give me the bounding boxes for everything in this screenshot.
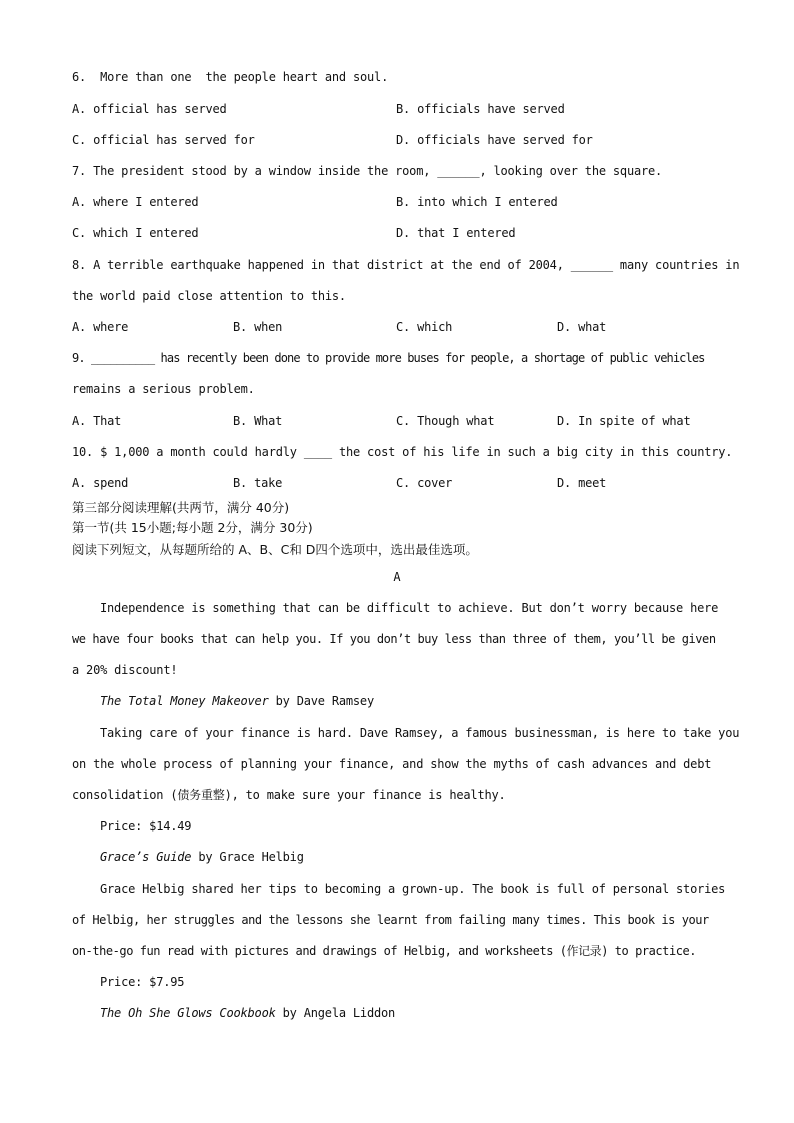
question-9-stem-after: has recently been done to provide more buses for people, a shortage of public vehicles	[154, 351, 705, 365]
question-6-option-d: D. officials have served for	[396, 133, 593, 147]
passage-intro-line-3: a 20% discount!	[72, 663, 178, 677]
book-1-heading	[100, 693, 374, 709]
question-7-stem-after: , looking over the square.	[479, 164, 663, 178]
book-1-desc-line-1: Taking care of your finance is hard. Dave Ramsey, a famous businessman, is here to take you	[100, 726, 740, 740]
question-9-stem-line2: remains a serious problem.	[72, 382, 255, 396]
book-1-title: The Total Money Makeover	[100, 694, 269, 708]
question-10-option-c: C. cover	[396, 476, 453, 490]
book-1-price: Price: $14.49	[100, 819, 192, 833]
question-8-option-d: D. what	[557, 320, 607, 334]
question-7-blank: ______	[437, 164, 480, 178]
question-7-stem-before: 7. The president stood by a window inside the room,	[72, 164, 438, 178]
book-2-desc-line-2: of Helbig, her struggles and the lessons she learnt from failing many times. This book is your	[72, 913, 709, 927]
question-7-option-c: C. which I entered	[72, 226, 199, 240]
question-10-stem-before: 10. $ 1,000 a month could hardly	[72, 445, 304, 459]
question-7-stem	[72, 163, 662, 179]
question-7-option-a: A. where I entered	[72, 195, 199, 209]
book-2-author: by Grace Helbig	[191, 850, 304, 864]
question-9-option-b: B. What	[233, 414, 283, 428]
section-instruction: 阅读下列短文，从每题所给的 A、B、C和 D四个选项中，选出最佳选项。	[72, 542, 478, 557]
question-6-stem: 6. More than one the people heart and soul.	[72, 70, 389, 84]
question-6-option-c: C. official has served for	[72, 133, 255, 147]
question-8-option-b: B. when	[233, 320, 283, 334]
passage-letter: A	[393, 570, 401, 584]
question-9-stem	[72, 350, 704, 366]
question-7-option-d: D. that I entered	[396, 226, 516, 240]
book-3-author: by Angela Liddon	[275, 1006, 396, 1020]
book-2-desc-line-1: Grace Helbig shared her tips to becoming a grown-up. The book is full of personal stories	[100, 882, 726, 896]
question-10-stem	[72, 444, 732, 460]
question-10-blank: ____	[303, 445, 332, 459]
book-3-title: The Oh She Glows Cookbook	[100, 1006, 276, 1020]
book-2-desc-line-3: on-the-go fun read with pictures and drawings of Helbig, and worksheets (作记录) to practice.	[72, 944, 697, 958]
question-9-blank: __________	[90, 351, 155, 365]
question-10-option-a: A. spend	[72, 476, 129, 490]
question-8-stem-before: 8. A terrible earthquake happened in that district at the end of 2004,	[72, 258, 571, 272]
passage-intro-line-1: Independence is something that can be difficult to achieve. But don’t worry because here	[100, 601, 719, 615]
book-3-heading	[100, 1005, 395, 1021]
question-8-blank: ______	[570, 258, 613, 272]
book-2-heading	[100, 849, 304, 865]
question-8-stem	[72, 257, 739, 273]
book-2-price: Price: $7.95	[100, 975, 185, 989]
question-9-option-d: D. In spite of what	[557, 414, 691, 428]
question-9-option-c: C. Though what	[396, 414, 495, 428]
question-9-option-a: A. That	[72, 414, 122, 428]
section-sub-title: 第一节(共 15小题;每小题 2分，满分 30分)	[72, 520, 313, 535]
question-10-option-b: B. take	[233, 476, 283, 490]
question-10-stem-after: the cost of his life in such a big city in this country.	[331, 445, 733, 459]
question-7-option-b: B. into which I entered	[396, 195, 558, 209]
question-10-option-d: D. meet	[557, 476, 607, 490]
question-8-option-c: C. which	[396, 320, 453, 334]
question-8-stem-after: many countries in	[612, 258, 740, 272]
question-8-option-a: A. where	[72, 320, 129, 334]
question-6-option-b: B. officials have served	[396, 102, 565, 116]
book-1-desc-line-3: consolidation (债务重整), to make sure your finance is healthy.	[72, 788, 506, 802]
question-6-option-a: A. official has served	[72, 102, 227, 116]
passage-intro-line-2: we have four books that can help you. If you don’t buy less than three of them, you’ll be given	[72, 632, 716, 646]
book-2-title: Grace’s Guide	[100, 850, 192, 864]
section-part-title: 第三部分阅读理解(共两节，满分 40分)	[72, 500, 290, 515]
question-9-stem-before: 9.	[72, 351, 91, 365]
question-8-stem-line2: the world paid close attention to this.	[72, 289, 346, 303]
book-1-desc-line-2: on the whole process of planning your finance, and show the myths of cash advances and debt	[72, 757, 712, 771]
book-1-author: by Dave Ramsey	[268, 694, 374, 708]
